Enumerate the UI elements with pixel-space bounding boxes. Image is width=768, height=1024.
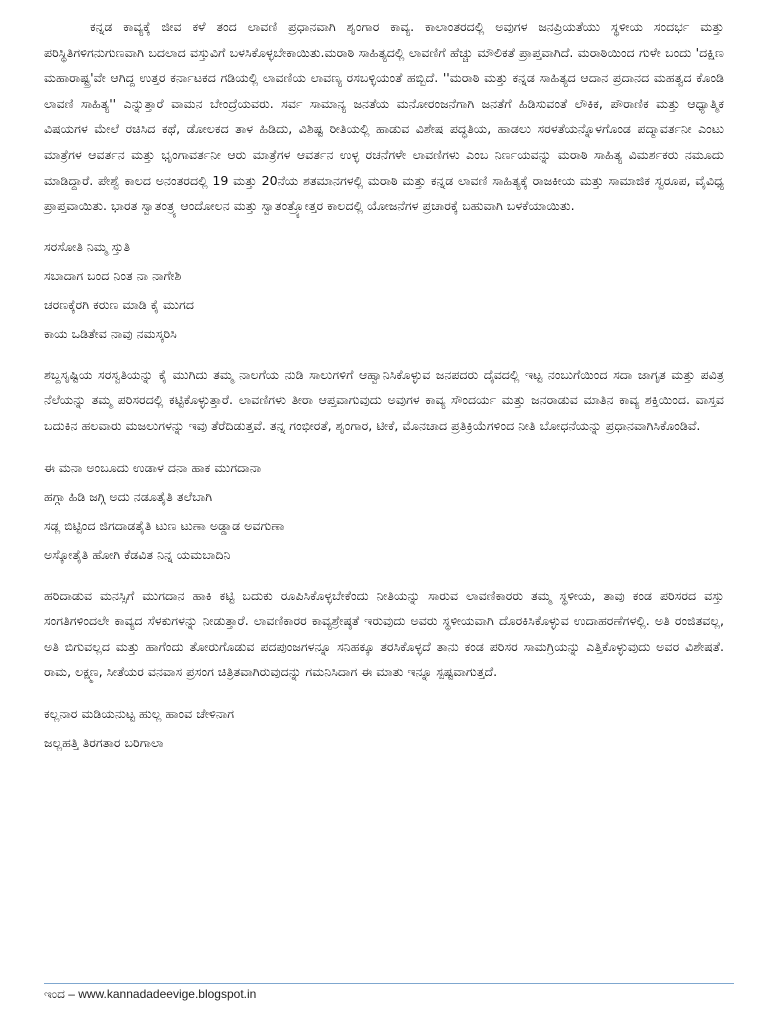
verse-line: ಕಲ್ಲನಾರ ಮಡಿಯನುಟ್ಟ ಹುಲ್ಲ ಹಾಂವ ಚೇಳಿನಾಗ <box>44 705 235 721</box>
verse-stanza-3 <box>44 699 724 757</box>
verse-line: ಚರಣಕ್ಕೆರಗಿ ಕರುಣ ಮಾಡಿ ಕೈ ಮುಗದ <box>44 296 194 312</box>
verse-stanza-2 <box>44 453 724 569</box>
spacer <box>44 348 724 362</box>
document-body <box>44 14 724 757</box>
verse-line: ಈ ಮನಾ ಅಂಬೂದು ಉಡಾಳ ದನಾ ಹಾಕ ಮುಗದಾನಾ <box>44 459 262 475</box>
verse-line: ಸಡ್ಲ ಬಿಟ್ಟಿಂದ ಜಿಗದಾಡತೈತಿ ಟುಣ ಟುಣಾ ಅಡ್ಡಾಡ ಅವಗುಣಾ <box>44 517 285 533</box>
footer-divider <box>44 983 734 984</box>
verse-line: ಅಸ್ಕೋತೈತಿ ಹೋಗಿ ಕೆಡವಿತ ನಿನ್ನ ಯಮಬಾದಿನಿ <box>44 546 231 562</box>
verse-line: ಹಗ್ಗಾ ಹಿಡಿ ಜಗ್ಗಿ ಅದು ನಡೂತೈತಿ ತಲೆಬಾಗಿ <box>44 488 213 504</box>
verse-line: ಜಲ್ಲಹತ್ತಿ ತಿರಗತಾರ ಬರಿಗಾಲಾ <box>44 734 164 750</box>
verse-stanza-1 <box>44 232 724 348</box>
spacer <box>44 569 724 583</box>
spacer <box>44 219 724 232</box>
page-footer: ಇಂದ – www.kannadadeevige.blogspot.in <box>44 987 257 1001</box>
verse-line: ಕಾಯ ಒಡಿತೇವ ನಾವು ನಮಸ್ಕರಿಸಿ <box>44 325 177 341</box>
spacer <box>44 439 724 453</box>
paragraph-saraswati: ಶಬ್ದಸೃಷ್ಟಿಯ ಸರಸ್ವತಿಯನ್ನು ಕೈ ಮುಗಿದು ತಮ್ಮ ನಾಲಗೆಯ ನುಡಿ ಸಾಲುಗಳಿಗೆ ಆಹ್ವಾನಿಸಿಕೊಳ್ಳುವ ಜನಪದರು ದೈವದಲ್ಲಿ ಇಟ್ಟ ನಂಬುಗೆಯಿಂದ ಸದಾ ಜಾಗೃತ ಮತ್ತು ಪವಿತ್ರ ನೆಲೆಯನ್ನು ತಮ್ಮ ಪರಿಸರದಲ್ಲಿ ಕಟ್ಟಿಕೊಳ್ಳುತ್ತಾರೆ. ಲಾವಣಿಗಳು ತೀರಾ ಆಪ್ತವಾಗುವುದು ಅವುಗಳ ಕಾವ್ಯ ಸೌಂದರ್ಯ ಮತ್ತು ಜನರಾಡುವ ಮಾತಿನ ಕಾವ್ಯ ಶಕ್ತಿಯಿಂದ. ವಾಸ್ತವ ಬದುಕಿನ ಹಲವಾರು ಮಜಲುಗಳನ್ನು ಇವು ತೆರೆದಿಡುತ್ತವೆ. ತನ್ನ ಗಂಭೀರತೆ, ಶೃಂಗಾರ, ಟೀಕೆ, ಮೊನಚಾದ ಪ್ರತಿಕ್ರಿಯೆಗಳಿಂದ ನೀತಿ ಬೋಧನೆಯನ್ನು ಪ್ರಧಾನವಾಗಿಸಿಕೊಂಡಿವೆ. <box>44 366 724 433</box>
spacer <box>44 685 724 699</box>
paragraph-lavanikara: ಹರಿದಾಡುವ ಮನಸ್ಸಿಗೆ ಮುಗದಾನ ಹಾಕಿ ಕಟ್ಟಿ ಬದುಕು ರೂಪಿಸಿಕೊಳ್ಳಬೇಕೆಂದು ನೀತಿಯನ್ನು ಸಾರುವ ಲಾವಣಿಕಾರರು ತಮ್ಮ ಸ್ಥಳೀಯ, ತಾವು ಕಂಡ ಪರಿಸರದ ವಸ್ತು ಸಂಗತಿಗಳಿಂದಲೇ ಕಾವ್ಯದ ಸೆಳಕುಗಳನ್ನು ನೀಡುತ್ತಾರೆ. ಲಾವಣಿಕಾರರ ಕಾವ್ಯಶ್ರೇಷ್ಠತೆ ಇರುವುದು ಅವರು ಸ್ಥಳೀಯವಾಗಿ ದೊರಕಿಸಿಕೊಳ್ಳುವ ಉದಾಹರಣೆಗಳಲ್ಲಿ. ಅತಿ ರಂಜಿತವಲ್ಲ, ಅತಿ ಬಿಗುವಲ್ಲದ ಮತ್ತು ಹಾಗೆಂದು ತೋರುಗೊಡುವ ಪದಪುಂಜಗಳನ್ನೂ ಸನಿಹಕ್ಕೂ ತರಸಿಕೊಳ್ಳದೆ ತಾನು ಕಂಡ ಪರಿಸರ ಸಾಮಗ್ರಿಯನ್ನು ಎತ್ತಿಕೊಳ್ಳುವುದು ಅವರ ವಿಶೇಷತೆ. ರಾಮ, ಲಕ್ಷ್ಮಣ, ಸೀತೆಯರ ವನವಾಸ ಪ್ರಸಂಗ ಚಿತ್ರಿತವಾಗಿರುವುದನ್ನು ಗಮನಿಸಿದಾಗ ಈ ಮಾತು ಇನ್ನೂ ಸ್ಪಷ್ಟವಾಗುತ್ತದೆ. <box>44 587 724 680</box>
verse-line: ಸರಸೋತಿ ನಿಮ್ಮ ಸ್ತುತಿ <box>44 238 131 254</box>
paragraph-intro: ಕನ್ನಡ ಕಾವ್ಯಕ್ಕೆ ಜೀವ ಕಳೆ ತಂದ ಲಾವಣಿ ಪ್ರಧಾನವಾಗಿ ಶೃಂಗಾರ ಕಾವ್ಯ. ಕಾಲಾಂತರದಲ್ಲಿ ಅವುಗಳ ಜನಪ್ರಿಯತೆಯು ಸ್ಥಳೀಯ ಸಂದರ್ಭ ಮತ್ತು ಪರಿಸ್ಥಿತಿಗಳಿಗನುಗುಣವಾಗಿ ಬದಲಾದ ವಸ್ತುವಿಗೆ ಬಳಸಿಕೊಳ್ಳಬೇಕಾಯಿತು.ಮರಾಠಿ ಸಾಹಿತ್ಯದಲ್ಲಿ ಲಾವಣಿಗೆ ಹೆಚ್ಚು ಮೌಲಿಕತೆ ಪ್ರಾಪ್ತವಾಗಿದೆ. ಮರಾಠಿಯಿಂದ ಗುಳೇ ಬಂದು 'ದಕ್ಷಿಣ ಮಹಾರಾಷ್ಟ್ರ'ವೇ ಆಗಿದ್ದ ಉತ್ತರ ಕರ್ನಾಟಕದ ಗಡಿಯಲ್ಲಿ ಲಾವಣಿಯ ಲಾವಣ್ಯ ರಸಬಳ್ಳಿಯಂತೆ ಹಬ್ಬಿದೆ. ''ಮರಾಠಿ ಮತ್ತು ಕನ್ನಡ ಸಾಹಿತ್ಯದ ಆದಾನ ಪ್ರದಾನದ ಮಹತ್ವದ ಕೊಂಡಿ ಲಾವಣಿ ಸಾಹಿತ್ಯ'' ಎನ್ನುತ್ತಾರೆ ವಾಮನ ಬೇಂದ್ರೆಯವರು. ಸರ್ವ ಸಾಮಾನ್ಯ ಜನತೆಯ ಮನೋರಂಜನೆಗಾಗಿ ಜನತೆಗೆ ಹಿಡಿಸುವಂತೆ ಲೌಕಿಕ, ಪೌರಾಣಿಕ ಮತ್ತು ಆಧ್ಯಾತ್ಮಿಕ ವಿಷಯಗಳ ಮೇಲೆ ರಚಿಸಿದ ಕಥೆ, ಡೋಲಕದ ತಾಳ ಹಿಡಿದು, ವಿಶಿಷ್ಟ ರೀತಿಯಲ್ಲಿ ಹಾಡುವ ವಿಶೇಷ ಪದ್ಧತಿಯ, ಹಾಡಲು ಸರಳತೆಯನ್ನೊಳಗೊಂಡ ಪದ್ಮಾವರ್ತನೀ ಎಂಟು ಮಾತ್ರೆಗಳ ಆವರ್ತನ ಮತ್ತು ಭೃಂಗಾವರ್ತನೀ ಆರು ಮಾತ್ರೆಗಳ ಆವರ್ತನ ಉಳ್ಳ ರಚನೆಗಳೇ ಲಾವಣಿಗಳು ಎಂಬ ನಿರ್ಣಯವನ್ನು ಮರಾಠಿ ಸಾಹಿತ್ಯ ವಿಮರ್ಶಕರು ನಮೂದು ಮಾಡಿದ್ದಾರೆ. ಪೇಶ್ವೆ ಕಾಲದ ಅನಂತರದಲ್ಲಿ 19 ಮತ್ತು 20ನೆಯ ಶತಮಾನಗಳಲ್ಲಿ ಮರಾಠಿ ಮತ್ತು ಕನ್ನಡ ಲಾವಣಿ ಸಾಹಿತ್ಯಕ್ಕೆ ರಾಜಕೀಯ ಮತ್ತು ಸಾಮಾಜಿಕ ಸ್ವರೂಪ, ವೈವಿಧ್ಯ ಪ್ರಾಪ್ತವಾಯಿತು. ಭಾರತ ಸ್ವಾತಂತ್ರ್ಯ ಆಂದೋಲನ ಮತ್ತು ಸ್ವಾತಂತ್ರ್ಯೋತ್ತರ ಕಾಲದಲ್ಲಿ ಯೋಜನೆಗಳ ಪ್ರಚಾರಕ್ಕೆ ಬಹುವಾಗಿ ಬಳಕೆಯಾಯಿತು. <box>44 19 724 214</box>
verse-line: ಸಬಾದಾಗ ಬಂದ ನಿಂತ ನಾ ನಾಗೇಶಿ <box>44 267 182 283</box>
